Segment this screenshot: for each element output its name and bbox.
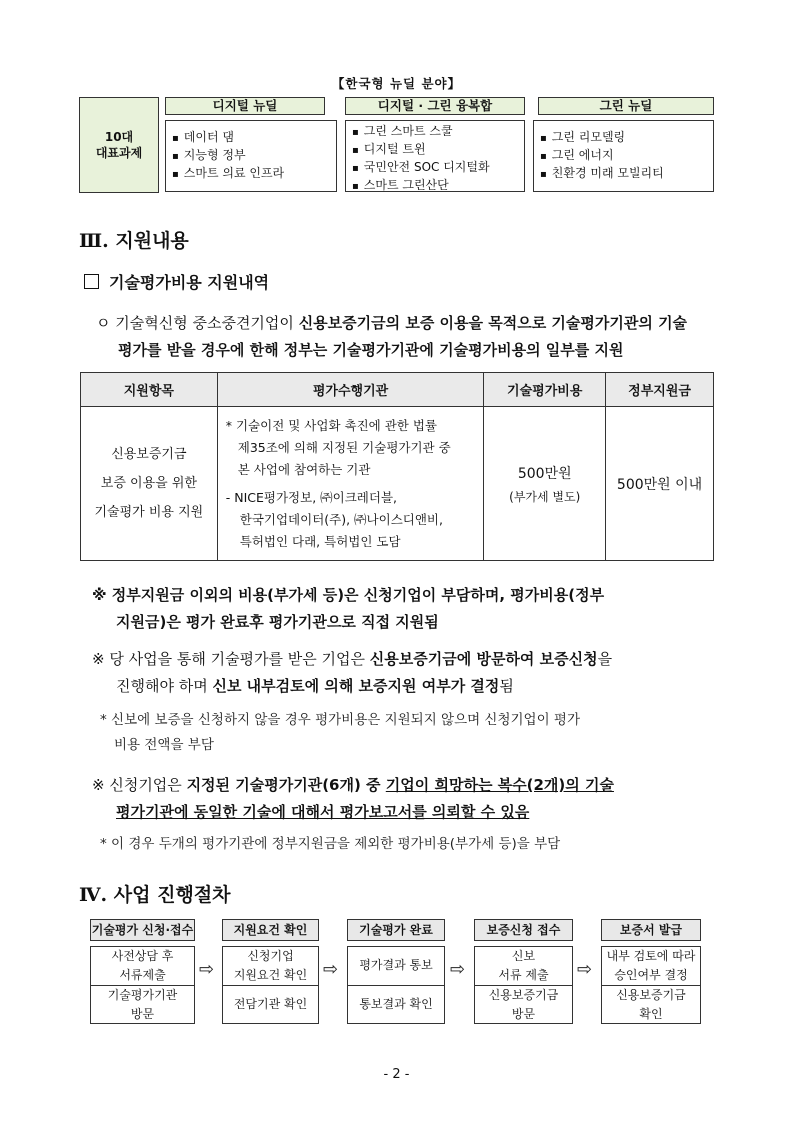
flow-step-5-bottom xyxy=(602,985,700,1024)
flow-step-2-head: 지원요건 확인 xyxy=(222,919,319,941)
flow-text: 신청기업 xyxy=(247,949,294,963)
section-3-intro xyxy=(96,310,728,364)
flow-text: 승인여부 결정 xyxy=(614,968,688,982)
note-2-line2-tail: 됨 xyxy=(499,677,514,695)
item-line: 기술평가 비용 지원 xyxy=(94,505,204,520)
flow-step-4-head: 보증신청 접수 xyxy=(474,919,573,941)
note-3-underline: 기업이 희망하는 복수(2개)의 기술 xyxy=(385,776,614,794)
note-2-line2-bold: 신보 내부검토에 의해 보증지원 여부가 결정 xyxy=(212,677,500,695)
list-item: ▪ 데이터 댐 xyxy=(172,129,330,147)
org-list: - NICE평가정보, ㈜이크레더블, xyxy=(225,489,397,505)
flow-step-4 xyxy=(474,946,573,1024)
note-1 xyxy=(92,582,722,636)
newdeal-left-label-2: 대표과제 xyxy=(95,146,143,160)
list-item: ▪ 디지털 트윈 xyxy=(352,141,518,159)
list-item: ▪ 스마트 그린산단 xyxy=(352,177,518,195)
cost-sub: (부가세 별도) xyxy=(509,489,581,504)
digital-newdeal-head: 디지털 뉴딜 xyxy=(165,97,325,115)
flow-text: 신용보증기금 xyxy=(616,988,686,1002)
flow-step-1-top xyxy=(91,947,194,985)
item-line: 신용보증기금 xyxy=(111,447,187,462)
note-3-line2: 평가기관에 동일한 기술에 대해서 평가보고서를 의뢰할 수 있음 xyxy=(116,803,530,821)
flow-text: 지원요건 확인 xyxy=(233,968,308,982)
flow-step-4-bottom xyxy=(475,985,572,1024)
flow-arrow-icon: ⇨ xyxy=(323,959,339,980)
org-list: 한국기업데이터(주), ㈜나이스디앤비, xyxy=(239,511,443,527)
note-2 xyxy=(92,646,722,700)
section-4-heading: Ⅳ. 사업 진행절차 xyxy=(79,884,231,906)
intro-bold: 신용보증기금의 보증 이용을 목적으로 기술평가기관의 기술 xyxy=(298,314,688,332)
flow-arrow-icon: ⇨ xyxy=(450,959,466,980)
table-header: 평가수행기관 xyxy=(217,373,484,407)
flow-text: 신보 xyxy=(511,949,536,963)
flow-step-2-bottom xyxy=(223,985,318,1023)
org-list: 특허법인 다래, 특허법인 도담 xyxy=(239,533,401,549)
flow-step-1-bottom xyxy=(91,985,194,1024)
note-3 xyxy=(92,772,722,826)
note-2-line2-lead: 진행해야 하며 xyxy=(116,677,213,695)
flow-text: 기술평가기관 xyxy=(107,988,178,1002)
note-1-line1: ※ 정부지원금 이외의 비용(부가세 등)은 신청기업이 부담하며, 평가비용(정부 xyxy=(92,586,605,604)
list-item: ▪ 지능형 정부 xyxy=(172,147,330,165)
note-3-bold: 지정된 기술평가기관(6개) 중 xyxy=(186,776,386,794)
green-newdeal-head: 그린 뉴딜 xyxy=(538,97,714,115)
flow-text: 방문 xyxy=(511,1007,536,1021)
flow-text: 방문 xyxy=(130,1007,155,1021)
flow-text: 신용보증기금 xyxy=(488,988,559,1002)
note-1-line2: 지원금)은 평가 완료후 평가기관으로 직접 지원됨 xyxy=(116,613,439,631)
list-item: ▪ 친환경 미래 모빌리티 xyxy=(540,165,707,183)
table-header: 지원항목 xyxy=(81,373,218,407)
org-note: * 기술이전 및 사업화 촉진에 관한 법률 xyxy=(225,417,437,433)
table-cell-support: 500만원 이내 xyxy=(606,407,714,561)
flow-arrow-icon: ⇨ xyxy=(577,959,593,980)
table-cell-cost xyxy=(484,407,606,561)
table-cell-item xyxy=(81,407,218,561)
table-header: 정부지원금 xyxy=(606,373,714,407)
note-2-tail: 을 xyxy=(597,650,613,668)
flow-text: 서류제출 xyxy=(119,968,166,982)
sub-note-2: * 이 경우 두개의 평가기관에 정부지원금을 제외한 평가비용(부가세 등)을 부담 xyxy=(100,836,561,852)
item-line: 보증 이용을 위한 xyxy=(100,476,197,491)
flow-step-5-head: 보증서 발급 xyxy=(601,919,701,941)
table-cell-org xyxy=(217,407,484,561)
flow-step-1 xyxy=(90,946,195,1024)
flow-step-3-head: 기술평가 완료 xyxy=(347,919,445,941)
flow-text: 통보결과 확인 xyxy=(359,996,433,1011)
flow-text: 사전상담 후 xyxy=(111,949,174,963)
page-number: - 2 - xyxy=(383,1067,410,1082)
section-3-heading: Ⅲ. 지원내용 xyxy=(79,230,189,252)
hybrid-newdeal-head: 디지털 · 그린 융복합 xyxy=(345,97,525,115)
list-item: ▪ 국민안전 SOC 디지털화 xyxy=(352,159,518,177)
table-header: 기술평가비용 xyxy=(484,373,606,407)
flow-step-3 xyxy=(347,946,445,1024)
flow-text: 확인 xyxy=(639,1007,663,1021)
list-item: ▪ 그린 스마트 스쿨 xyxy=(352,123,518,141)
support-table xyxy=(80,372,714,561)
flow-step-4-top xyxy=(475,947,572,985)
intro-lead: ㅇ 기술혁신형 중소중견기업이 xyxy=(96,314,299,332)
newdeal-left-label-1: 10대 xyxy=(104,129,134,144)
flow-text: 평가결과 통보 xyxy=(359,958,433,973)
flow-step-5-top xyxy=(602,947,700,985)
sub-note-1-line2: 비용 전액을 부담 xyxy=(114,737,214,753)
list-item: ▪ 스마트 의료 인프라 xyxy=(172,165,330,183)
list-item: ▪ 그린 에너지 xyxy=(540,147,707,165)
section-3-sub-label: 기술평가비용 지원내역 xyxy=(109,273,270,292)
flow-step-1-head: 기술평가 신청·접수 xyxy=(90,919,195,941)
flow-step-2 xyxy=(222,946,319,1024)
intro-line2: 평가를 받을 경우에 한해 정부는 기술평가기관에 기술평가비용의 일부를 지원 xyxy=(118,341,624,359)
note-3-lead: ※ 신청기업은 xyxy=(92,776,187,794)
org-note: 제35조에 의해 지정된 기술평가기관 중 xyxy=(237,439,451,455)
newdeal-title: 【한국형 뉴딜 분야】 xyxy=(331,76,462,91)
sub-note-1 xyxy=(100,708,722,758)
note-2-bold: 신용보증기금에 방문하여 보증신청 xyxy=(369,650,598,668)
note-2-lead: ※ 당 사업을 통해 기술평가를 받은 기업은 xyxy=(92,650,370,668)
list-item: ▪ 그린 리모델링 xyxy=(540,129,707,147)
flow-text: 전담기관 확인 xyxy=(233,997,308,1011)
flow-step-3-top xyxy=(348,947,444,985)
flow-step-3-bottom xyxy=(348,985,444,1024)
org-note: 본 사업에 참여하는 기관 xyxy=(237,461,371,477)
cost-main: 500만원 xyxy=(517,465,572,482)
digital-newdeal-box xyxy=(165,120,337,192)
checkbox-square-icon xyxy=(84,274,99,289)
sub-note-1-line1: * 신보에 보증을 신청하지 않을 경우 평가비용은 지원되지 않으며 신청기업이 평가 xyxy=(100,712,581,728)
newdeal-left-label xyxy=(79,97,159,193)
flow-text: 서류 제출 xyxy=(498,968,549,982)
section-3-sub xyxy=(84,270,269,293)
flow-text: 내부 검토에 따라 xyxy=(606,949,696,963)
flow-step-2-top xyxy=(223,947,318,985)
flow-arrow-icon: ⇨ xyxy=(199,959,215,980)
hybrid-newdeal-box xyxy=(345,120,525,192)
flow-step-5 xyxy=(601,946,701,1024)
green-newdeal-box xyxy=(533,120,714,192)
